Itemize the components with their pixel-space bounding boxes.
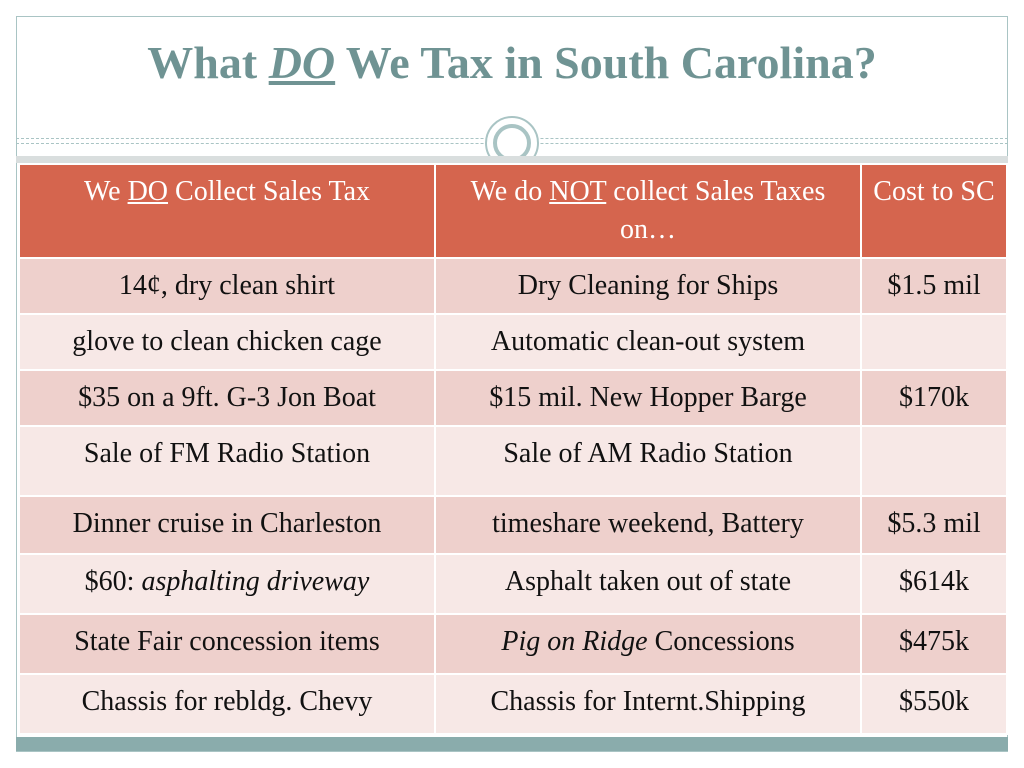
table-top-bar [16, 156, 1008, 163]
cell-cost: $170k [861, 370, 1007, 426]
cell-not: Sale of AM Radio Station [435, 426, 861, 496]
table-row [19, 554, 1007, 614]
cell-do: Dinner cruise in Charleston [19, 496, 435, 554]
sales-tax-table [18, 163, 1008, 735]
cell-cost: $550k [861, 674, 1007, 734]
table-row [19, 614, 1007, 674]
title-emphasis: DO [268, 37, 336, 88]
cell-not: timeshare weekend, Battery [435, 496, 861, 554]
header-cost-to-sc: Cost to SC [861, 164, 1007, 258]
cell-cost: $5.3 mil [861, 496, 1007, 554]
table-row [19, 426, 1007, 496]
cell-do: 14¢, dry clean shirt [19, 258, 435, 314]
cell-not-italic: Pig on Ridge [501, 625, 648, 657]
table-row [19, 496, 1007, 554]
table-row [19, 370, 1007, 426]
title-post: We Tax in South Carolina? [335, 37, 877, 88]
cell-do: State Fair concession items [19, 614, 435, 674]
cell-cost [861, 314, 1007, 370]
cell-cost [861, 426, 1007, 496]
table-row [19, 674, 1007, 734]
cell-cost: $475k [861, 614, 1007, 674]
header-do-underlined: DO [127, 176, 169, 207]
slide-title [16, 38, 1008, 89]
cell-do: $60: asphalting driveway [19, 554, 435, 614]
cell-cost: $1.5 mil [861, 258, 1007, 314]
header-not-underlined: NOT [549, 176, 607, 207]
cell-do: glove to clean chicken cage [19, 314, 435, 370]
cell-not: Pig on Ridge Concessions [435, 614, 861, 674]
title-pre: What [147, 37, 269, 88]
header-we-do-collect: We DO Collect Sales Tax [19, 164, 435, 258]
cell-not: Dry Cleaning for Ships [435, 258, 861, 314]
cell-not: Asphalt taken out of state [435, 554, 861, 614]
cell-not: Automatic clean-out system [435, 314, 861, 370]
cell-not: Chassis for Internt.Shipping [435, 674, 861, 734]
header-row [19, 164, 1007, 258]
slide-bottom-bar [16, 737, 1008, 751]
header-we-do-not-collect: We do NOT collect Sales Taxes on… [435, 164, 861, 258]
cell-not: $15 mil. New Hopper Barge [435, 370, 861, 426]
cell-do: Sale of FM Radio Station [19, 426, 435, 496]
table-row [19, 314, 1007, 370]
cell-cost: $614k [861, 554, 1007, 614]
table-row [19, 258, 1007, 314]
cell-do: $35 on a 9ft. G-3 Jon Boat [19, 370, 435, 426]
cell-do: Chassis for rebldg. Chevy [19, 674, 435, 734]
cell-do-italic: asphalting driveway [141, 565, 370, 597]
